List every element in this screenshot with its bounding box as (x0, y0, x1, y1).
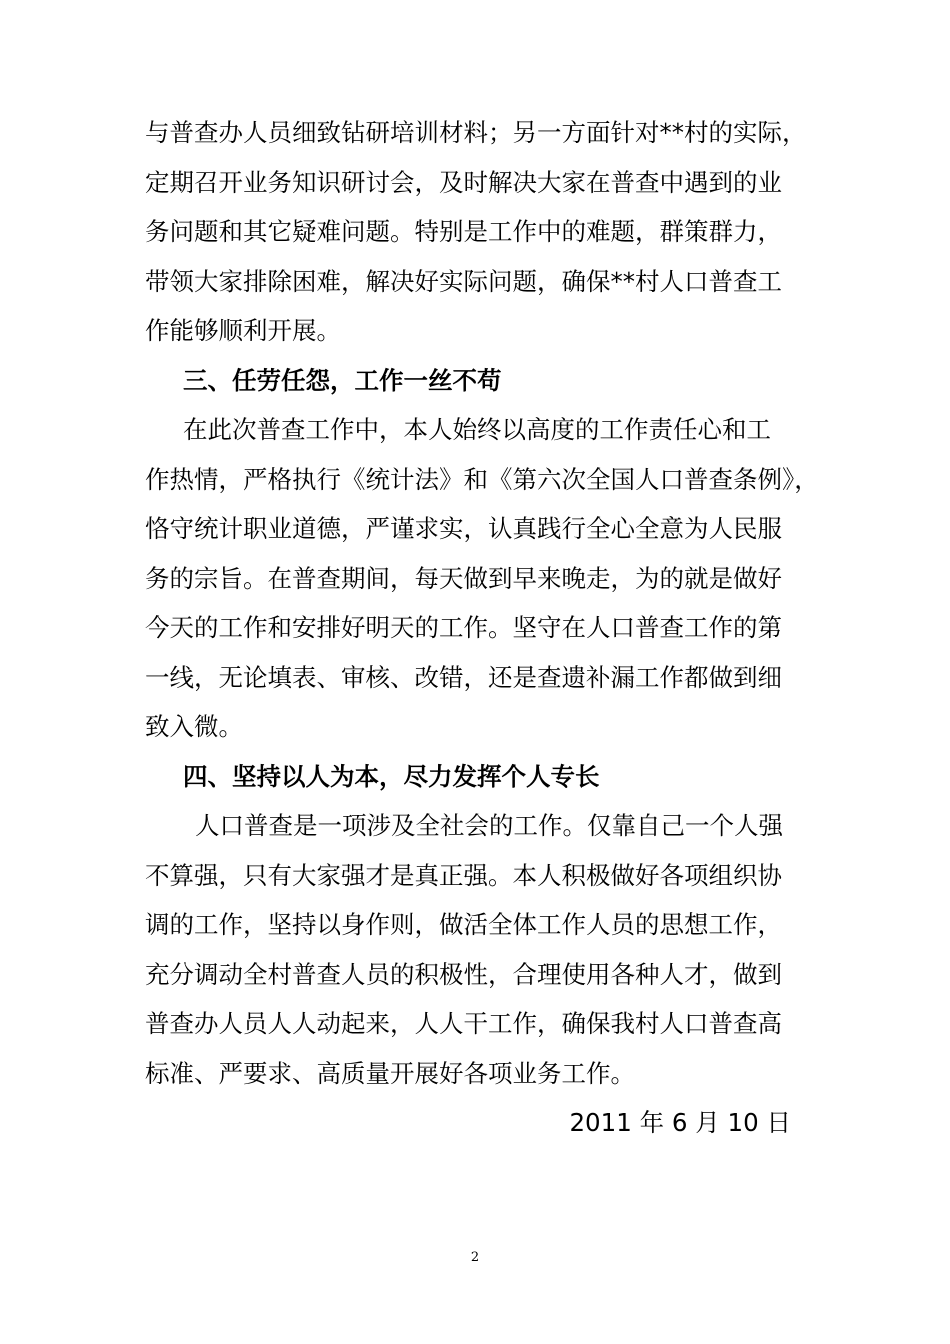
body-line: 与普查办人员细致钻研培训材料；另一方面针对**村的实际， (145, 118, 807, 147)
body-line: 充分调动全村普查人员的积极性，合理使用各种人才，做到 (145, 959, 782, 989)
document-date: 2011 年 6 月 10 日 (569, 1108, 791, 1137)
body-line: 务问题和其它疑难问题。特别是工作中的难题，群策群力， (145, 217, 782, 246)
document-body (145, 108, 825, 1148)
body-line: 作热情，严格执行《统计法》和《第六次全国人口普查条例》， (145, 464, 819, 494)
body-line: 不算强，只有大家强才是真正强。本人积极做好各项组织协 (145, 860, 782, 890)
body-line: 今天的工作和安排好明天的工作。坚守在人口普查工作的第 (145, 613, 782, 642)
body-line: 致入微。 (145, 712, 243, 741)
body-line: 一线，无论填表、审核、改错，还是查遗补漏工作都做到细 (145, 662, 782, 692)
body-line: 作能够顺利开展。 (145, 316, 341, 345)
section-heading-4: 四、坚持以人为本，尽力发挥个人专长 (183, 761, 600, 791)
body-line: 恪守统计职业道德，严谨求实，认真践行全心全意为人民服 (145, 514, 782, 543)
body-line: 带领大家排除困难，解决好实际问题，确保**村人口普查工 (145, 266, 782, 296)
body-line: 人口普查是一项涉及全社会的工作。仅靠自己一个人强 (195, 811, 783, 840)
body-line: 务的宗旨。在普查期间，每天做到早来晚走，为的就是做好 (145, 563, 782, 593)
body-line: 调的工作，坚持以身作则，做活全体工作人员的思想工作， (145, 910, 782, 939)
body-line: 在此次普查工作中，本人始终以高度的工作责任心和工 (183, 415, 771, 444)
body-line: 标准、严要求、高质量开展好各项业务工作。 (145, 1058, 635, 1088)
section-heading-3: 三、任劳任怨，工作一丝不苟 (183, 365, 502, 395)
page-number: 2 (470, 1250, 480, 1265)
body-line: 定期召开业务知识研讨会，及时解决大家在普查中遇到的业 (145, 167, 782, 197)
body-line: 普查办人员人人动起来，人人干工作，确保我村人口普查高 (145, 1009, 782, 1038)
